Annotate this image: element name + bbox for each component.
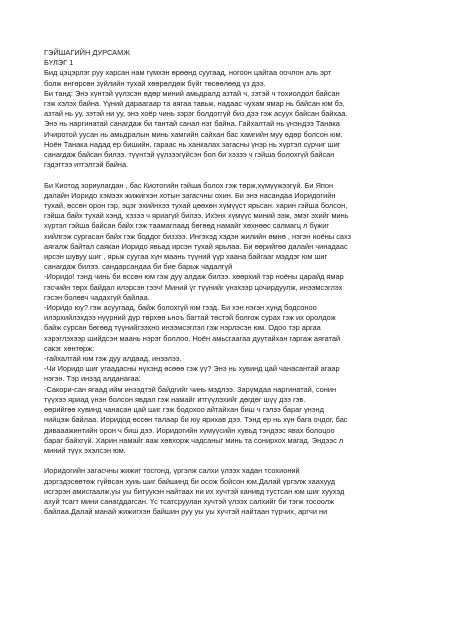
text-line: өөрийгөө хувинд чанасан цай шиг гэж бодохоо айтайхан биш ч гэлээ бараг үнэнд (44, 405, 324, 415)
text-line: миний түүх эхэлсэн юм. (44, 445, 126, 455)
text-line: Ичиротой уусан нь амьдралын минь хамгийн сайхан бас хамгийн муу өдөр болсон юм. (44, 129, 343, 139)
text-line: хэрэглэхээр шийдсэн маань нэрэг боллоо. Ноён амьсгаагаа дуутайхан гаргаж аягатай (44, 333, 341, 343)
text-line: Иоридогийн загасчны жижиг тосгонд, үргэлж салхи үлээх хадан тсохионий (44, 466, 300, 476)
text-line: далайн Иоридо хэмээх жижигхэн хотын загасчны охин. Би энэ насандаа Иоридогийн (44, 190, 336, 200)
text-line: сакэг хөнтөрж: (44, 343, 95, 353)
text-line: байлаа.Далай манай жижигхэн байшин руу уы уы хучтэй найтаан түрчих, аргчи ни (44, 507, 328, 517)
text-line: дэргэдэсөөтөж гүйвсан хуиь шиг байшинд би осож бойсон юм.Далай үргэлж хаахууд (44, 476, 336, 486)
text-line: санагдаж байсан билээ. түүнтэй үүлзээгүйсэн бол би хэзээ ч гэйша болохгүй байсан (44, 150, 335, 160)
document-body (44, 68, 408, 517)
text-line: нэгэн. Тэр инээд алданагаа: (44, 374, 141, 384)
text-line: гэдэгтээ итгэлтэй байна. (44, 160, 129, 170)
text-line: Би Киотод зориулагдан , бас Киотогийн гэйша болох гэж төрж,хүмүүжээгүй. Би Япон (44, 180, 334, 190)
text-line: нийцэж байлаа. Иоридод өссөн талаар би юу ярихав дээ. Тэнд ер нь хүн бага очдог, бас (44, 415, 348, 425)
text-line: Бид цэцэрлэг руу харсан нам гүмхэн өрөөнд суугаад, ногоон цайгаа оочлон аль эрт (44, 68, 332, 78)
text-line: хийлгэж сургасан байх гэж боддог биззээ. Ингэхэд хэдэн жилийн өмнө , нэгэн ноёны сахз (44, 231, 351, 241)
text-line: -Иоридо! тэнд чинь би өссөн юм гэж дуу алдаж билээ. хөөрхий тэр ноёны царайд ямар (44, 272, 344, 282)
text-line: ахуй тсагт мини санагддагсан. Үс тсатсруулан хучтэй үлээх салхийг би тэгж тосоолж (44, 496, 335, 506)
document-title: ГЭЙШАГИЙН ДУРСАМЖ (44, 48, 131, 57)
paragraph (44, 181, 408, 456)
text-line: гэйша байх тухай хэнд, хэзээ ч яриагүй билээ. Ихэнх хүмүүс миний ээж, эмэг эхийг минь (44, 211, 349, 221)
text-line: илэрхийлэхдээ нүүрний дүр төрхөө ьноъ багтай төстэй болгож сурах гэж их оролдож (44, 313, 336, 323)
text-line: -Иоридо юу? гэж асуугаад, байж болохгүй юм гээд. Би хэн нэгэн хүнд бодсоноо (44, 303, 317, 313)
text-line: исгэрэн амисгаалж,уы уы битуукэн найтаах ни их хучтэй канивд тустсан юм шиг хуухэд (44, 486, 345, 496)
text-line: азтай нь уу, зэтэй ни уу, энэ хоёр чинь зэрэг болдоггүй биз дээ гэж асуух байсан байхаа. (44, 109, 348, 119)
text-line: ирсэн шувуу шиг , ярьж суугаа хүн маань түүний үүр хаана байгааг мэддэг юм шиг (44, 252, 328, 262)
text-line: хүртэл гэйша байсан байх гэж таамаглаад бөгөөд намайг хөхнөөс салмагц л бүжиг (44, 221, 330, 231)
text-line: санагдаж билээ. сандарсандаа би бие барьж чадалгүй (44, 262, 233, 272)
text-line: -Чи Иоридо шиг угаадасны нүхэнд өсөөө гэж үү? Энэ нь хувинд цай чанасантай агаар (44, 364, 340, 374)
text-line: гэж хэлэх байна. Үүний дараагаар та аягаа тавьж, надаас чухам ямар нь байсан юм бэ, (44, 99, 345, 109)
text-line: Энэ нь наргинатай санагдаж би тантай санал нэг байна. Гайхалтай нь үнэндээ Танака (44, 119, 340, 129)
text-line: болж өнгөрсөн зүйлийн тухай хөөрөлдөж бүйг төсөөлөөд үз дээ. (44, 78, 266, 88)
text-line: гэсэн болөвч чадахгүй байлаа. (44, 292, 150, 302)
paragraph-gap (44, 170, 408, 180)
text-line: -Сакори-сан ягаад ийм инээдтэй байдгийг чинь мэдлээ. Зарүмдаа наргинатай, сонин (44, 384, 337, 394)
text-line: тухай, өссөн орон гэр, эцэг эхийнхээ тухай цөөхөн хүмүүст ярьсан. харин гэйша болсон, (44, 201, 348, 211)
text-line: дивааажинтийн орон ч биш дээ. Иоридогийн хүмүүсийн хувьд тэндээс явах болоцоо (44, 425, 335, 435)
text-line: -гайхалтай юм гэж дуу алдаад, инээлээ. (44, 354, 182, 364)
paragraph (44, 68, 408, 170)
text-line: түүхээ яриад үнэн болсон явдал гэж намайг итгүүлэхийг дөгдөг шүү дээ гэв. (44, 394, 306, 404)
text-line: Би танд: Энэ хүнтэй үүлзсэн өдөр миний амьдралд азтай ч, зэтэй ч тохиолдол байсан (44, 88, 340, 98)
text-line: Ноён Танака надад ер бишийн, гараас нь ханкалах загасны үнэр нь хүртэл сүрчиг шиг (44, 139, 341, 149)
text-line: аягалж байтал саякан Иоридо явьад ирсэн тухай ярьлаа. Би өөрийгөө далайн чинадаас (44, 241, 348, 251)
chapter-heading: БҮЛЭГ 1 (44, 58, 74, 68)
text-line: бараг байхгүй. Харин намайг яаж хөвхорж чадсаныг минь та сонирхох магад. Эндээс л (44, 435, 344, 445)
text-line: байж сурсан бөгөөд түүнийгээхно инээмсэглэл гэж нэрлэсэн юм. Одоо тэр аргаа (44, 323, 321, 333)
paragraph-gap (44, 456, 408, 466)
text-line: гэсчийн төрх байдал илэрсэн гээч! Миний үг түүнийг үнэхээр цочирдуулж, инээмсэглэх (44, 282, 343, 292)
paragraph (44, 466, 408, 517)
